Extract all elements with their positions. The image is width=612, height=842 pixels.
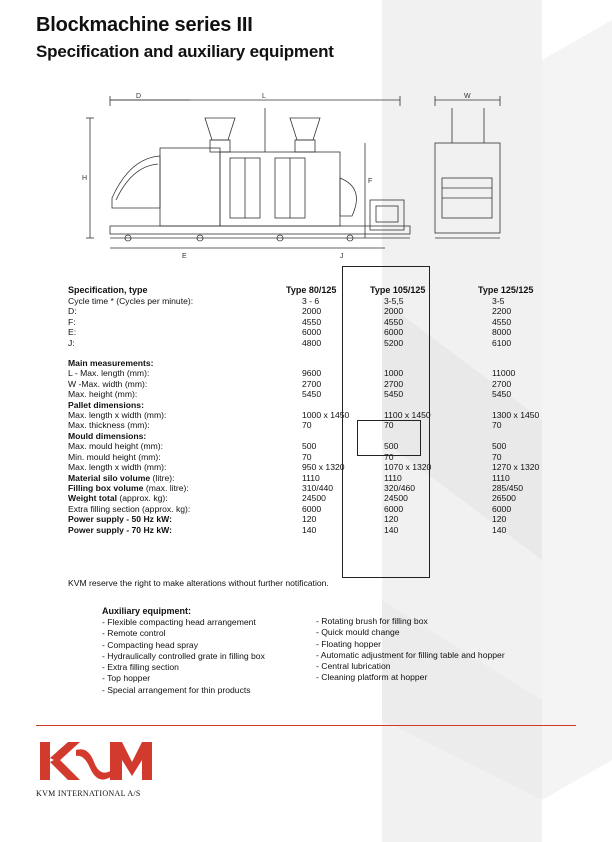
dim-label-l: L (262, 93, 266, 100)
spec-row: Cycle time * (Cycles per minute): 3 - 6 3-5,5 3-5 (68, 296, 505, 306)
spec-row: Max. length x width (mm): 950 x 1320 1070 x 1320 1270 x 1320 (68, 462, 540, 473)
list-item: - Rotating brush for filling box (316, 616, 428, 626)
auxiliary-title: Auxiliary equipment: (102, 606, 192, 616)
spec-row: Max. mould height (mm): 500 500 500 (68, 441, 507, 452)
list-item: - Remote control (102, 628, 166, 639)
list-item: - Quick mould change (316, 627, 400, 638)
spec-row-silo: Material silo volume (litre): 1110 1110 1110 (68, 472, 510, 483)
spec-header-row (68, 284, 558, 296)
spec-row: J: 4800 5200 6100 (68, 337, 512, 348)
spec-row: Max. length x width (mm): 1000 x 1450 1100 x 1450 1300 x 1450 (68, 410, 540, 421)
spec-row: Max. height (mm): 5450 5450 5450 (68, 389, 512, 400)
spec-row: F: 4550 4550 4550 (68, 316, 512, 327)
spec-row: W -Max. width (mm): 2700 2700 2700 (68, 378, 512, 389)
list-item: - Automatic adjustment for filling table and hopper (316, 649, 505, 660)
spec-row: D: 2000 2000 2200 (68, 306, 512, 317)
spec-header-type105: Type 105/125 (370, 285, 426, 295)
dim-label-d: D (136, 93, 142, 100)
list-item: - Special arrangement for thin products (102, 684, 251, 695)
footer-divider (36, 725, 576, 726)
spec-row-filling: Filling box volume (max. litre): 310/440 320/460 285/450 (68, 482, 524, 493)
spec-row-extra: Extra filling section (approx. kg): 6000 6000 6000 (68, 503, 512, 514)
list-item: - Central lubrication (316, 661, 391, 672)
page-title: Blockmachine series III (36, 14, 253, 36)
spec-row: Min. mould height (mm): 70 70 70 (68, 451, 502, 462)
alteration-notice: KVM reserve the right to make alterations without further notification. (68, 578, 329, 588)
dim-label-h: H (82, 175, 88, 182)
dim-label-e: E (182, 253, 187, 260)
auxiliary-list-right (316, 616, 505, 684)
dim-label-j: J (340, 253, 344, 260)
section-title-mould: Mould dimensions: (68, 430, 147, 441)
list-item: - Flexible compacting head arrangement (102, 617, 256, 627)
section-title-main: Main measurements: (68, 358, 154, 369)
list-item: - Hydraulically controlled grate in filling box (102, 650, 265, 661)
spec-header-type80: Type 80/125 (286, 285, 337, 295)
auxiliary-list-left (102, 617, 265, 696)
list-item: - Top hopper (102, 673, 151, 684)
spec-row: Max. thickness (mm): 70 70 70 (68, 420, 502, 431)
pallet-highlight-box (357, 420, 421, 456)
dim-label-w: W (464, 93, 471, 100)
list-item: - Compacting head spray (102, 639, 199, 650)
list-item: - Floating hopper (316, 638, 381, 649)
kvm-logo (38, 740, 154, 782)
spec-header-label: Specification, type (68, 285, 148, 295)
spec-table (68, 284, 558, 535)
spec-row-weight: Weight total (approx. kg): 24500 24500 26500 (68, 493, 516, 504)
section-title-pallet: Pallet dimensions: (68, 399, 144, 410)
list-item: - Cleaning platform at hopper (316, 672, 428, 683)
list-item: - Extra filling section (102, 662, 179, 673)
spec-row: E: 6000 6000 8000 (68, 327, 512, 338)
spec-header-type125: Type 125/125 (478, 285, 534, 295)
machine-drawing (80, 88, 520, 266)
page-subtitle: Specification and auxiliary equipment (36, 42, 334, 61)
dim-label-f: F (368, 178, 373, 185)
spec-row-power70: Power supply - 70 Hz kW: 140 140 140 (68, 524, 507, 535)
company-name: KVM INTERNATIONAL A/S (36, 789, 141, 798)
spec-row-power50: Power supply - 50 Hz kW: 120 120 120 (68, 514, 507, 525)
spec-row: L - Max. length (mm): 9600 1000 11000 (68, 368, 516, 379)
